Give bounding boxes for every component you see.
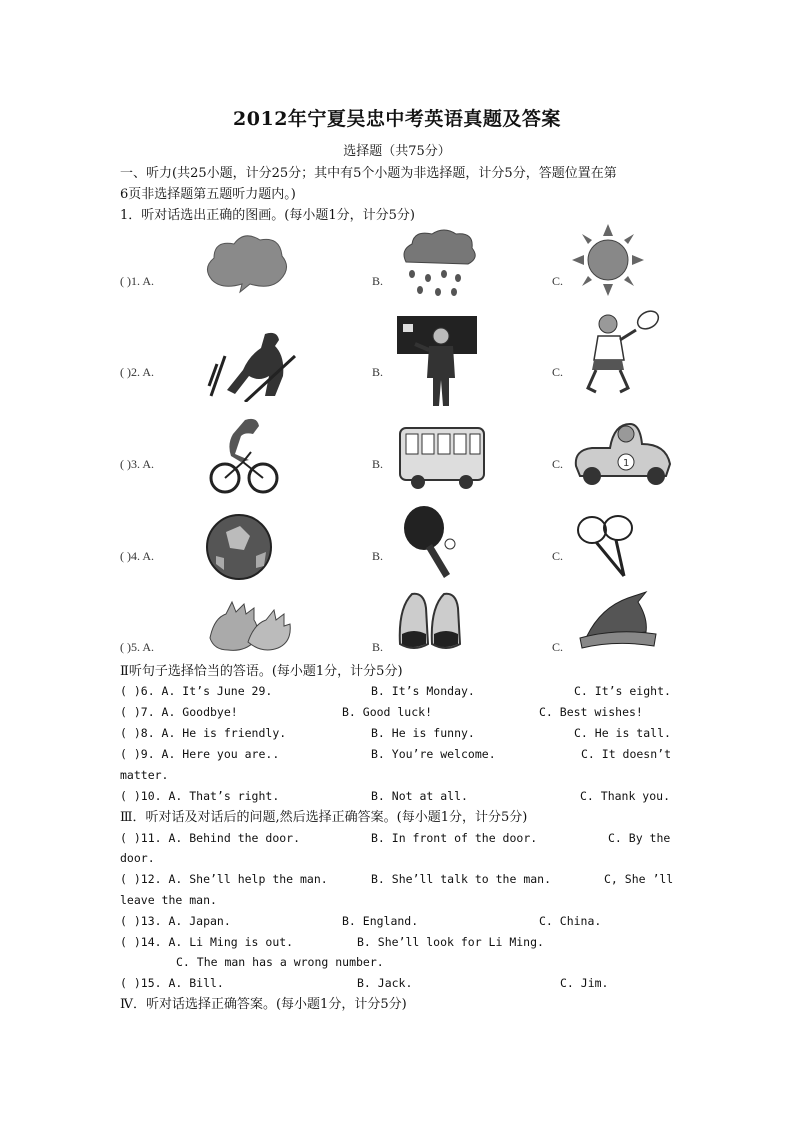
q7-option-c: C. Best wishes! bbox=[539, 705, 643, 719]
q7-option-b: B. Good luck! bbox=[342, 705, 433, 719]
q8-option-a: ( )8. A. He is friendly. bbox=[120, 726, 287, 740]
gloves-picture bbox=[204, 598, 294, 658]
q4-c-label: C. bbox=[552, 549, 564, 563]
q1-label: ( )1. A. bbox=[120, 274, 154, 288]
q15-option-c: C. Jim. bbox=[560, 976, 609, 990]
section4-heading: Ⅳ．听对话选择正确答案。(每小题1分，计分5分) bbox=[120, 997, 407, 1012]
q11-option-c-continued: door. bbox=[120, 851, 155, 865]
ping-pong-bat-picture bbox=[402, 504, 460, 582]
q11-option-c: C. By the bbox=[608, 831, 671, 845]
q13-option-b: B. England. bbox=[342, 914, 419, 928]
q2-c-label: C. bbox=[552, 365, 564, 379]
football-picture bbox=[204, 512, 274, 582]
rain-cloud-picture bbox=[398, 226, 478, 302]
section1-heading: 1．听对话选出正确的图画。(每小题1分，计分5分) bbox=[120, 208, 415, 223]
bicycle-picture bbox=[205, 414, 281, 496]
section3-heading: Ⅲ．听对话及对话后的问题,然后选择正确答案。(每小题1分，计分5分) bbox=[120, 810, 528, 825]
svg-text:1: 1 bbox=[623, 458, 630, 469]
tennis-player-picture bbox=[578, 308, 664, 396]
q2-b-label: B. bbox=[372, 365, 384, 379]
section-subtitle: 选择题（共75分） bbox=[343, 144, 451, 159]
q12-option-c-continued: leave the man. bbox=[120, 893, 217, 907]
bus-picture bbox=[396, 424, 488, 490]
q15-option-a: ( )15. A. Bill. bbox=[120, 976, 224, 990]
farmer-picture bbox=[205, 326, 305, 402]
q5-b-label: B. bbox=[372, 640, 384, 654]
q9-option-c: C. It doesn’t bbox=[581, 747, 672, 761]
shoes-picture bbox=[394, 588, 466, 654]
q4-b-label: B. bbox=[372, 549, 384, 563]
q14-option-a: ( )14. A. Li Ming is out. bbox=[120, 935, 294, 949]
sun-picture bbox=[570, 222, 646, 298]
q10-option-a: ( )10. A. That’s right. bbox=[120, 789, 280, 803]
q3-b-label: B. bbox=[372, 457, 384, 471]
q4-label: ( )4. A. bbox=[120, 549, 154, 563]
q13-option-c: C. China. bbox=[539, 914, 602, 928]
q8-option-b: B. He is funny. bbox=[371, 726, 475, 740]
car-picture bbox=[570, 414, 674, 494]
q15-option-b: B. Jack. bbox=[357, 976, 413, 990]
teacher-picture bbox=[395, 314, 479, 406]
q12-option-a: ( )12. A. She’ll help the man. bbox=[120, 872, 328, 886]
badminton-rackets-picture bbox=[574, 514, 644, 578]
q9-option-c-continued: matter. bbox=[120, 768, 169, 782]
q14-option-c: C. The man has a wrong number. bbox=[176, 955, 384, 969]
q9-option-a: ( )9. A. Here you are.. bbox=[120, 747, 280, 761]
q13-option-a: ( )13. A. Japan. bbox=[120, 914, 231, 928]
q3-label: ( )3. A. bbox=[120, 457, 154, 471]
q11-option-a: ( )11. A. Behind the door. bbox=[120, 831, 301, 845]
q3-c-label: C. bbox=[552, 457, 564, 471]
q12-option-b: B. She’ll talk to the man. bbox=[371, 872, 552, 886]
q6-option-c: C. It’s eight. bbox=[574, 684, 671, 698]
q12-option-c: C, She ’ll bbox=[604, 872, 674, 886]
q10-option-c: C. Thank you. bbox=[580, 789, 671, 803]
q1-c-label: C. bbox=[552, 274, 564, 288]
section2-heading: Ⅱ听句子选择恰当的答语。(每小题1分，计分5分) bbox=[120, 664, 403, 679]
cloud-picture bbox=[200, 228, 290, 300]
q6-option-a: ( )6. A. It’s June 29. bbox=[120, 684, 273, 698]
q5-label: ( )5. A. bbox=[120, 640, 154, 654]
page-title: 2012年宁夏吴忠中考英语真题及答案 bbox=[233, 108, 561, 130]
hat-picture bbox=[576, 588, 660, 654]
q1-b-label: B. bbox=[372, 274, 384, 288]
q10-option-b: B. Not at all. bbox=[371, 789, 468, 803]
q6-option-b: B. It’s Monday. bbox=[371, 684, 475, 698]
listening-intro-line2: 6页非选择题第五题听力题内。) bbox=[120, 187, 296, 202]
listening-intro-line1: 一、听力(共25小题，计分25分；其中有5个小题为非选择题，计分5分，答题位置在第 bbox=[120, 166, 617, 181]
q11-option-b: B. In front of the door. bbox=[371, 831, 538, 845]
q5-c-label: C. bbox=[552, 640, 564, 654]
q7-option-a: ( )7. A. Goodbye! bbox=[120, 705, 238, 719]
q14-option-b: B. She’ll look for Li Ming. bbox=[357, 935, 544, 949]
q9-option-b: B. You’re welcome. bbox=[371, 747, 496, 761]
q8-option-c: C. He is tall. bbox=[574, 726, 671, 740]
q2-label: ( )2. A. bbox=[120, 365, 154, 379]
